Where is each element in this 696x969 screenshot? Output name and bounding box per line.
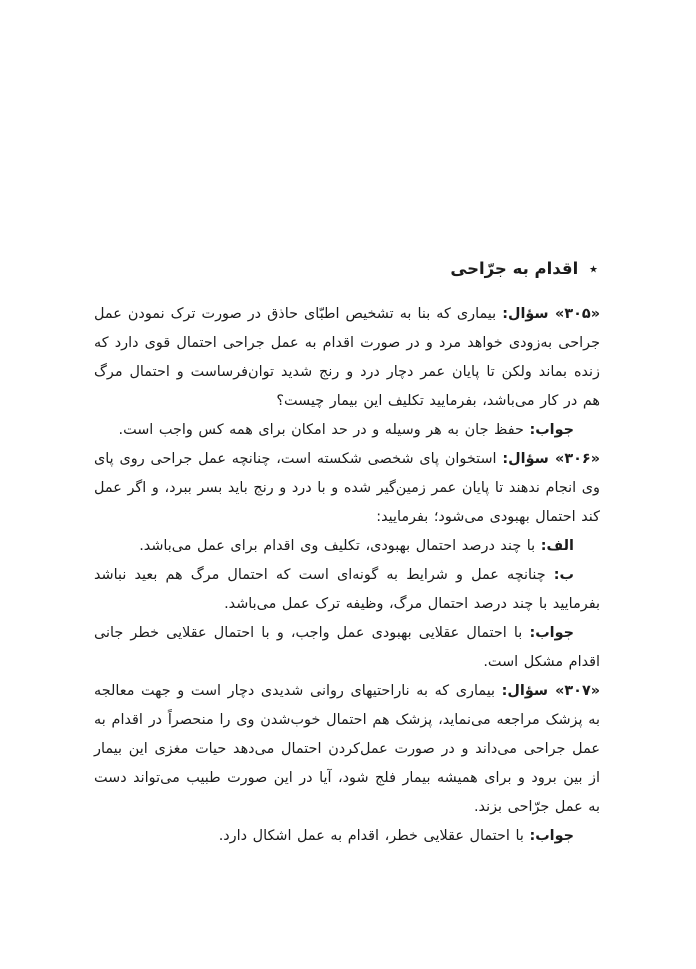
section-title-text: اقدام به جرّاحی (450, 259, 579, 278)
item-alef-text: با چند درصد احتمال بهبودی، تکلیف وی اقدام برای عمل می‌باشد. (139, 538, 536, 554)
answer-306-label: جواب: (529, 625, 574, 641)
item-be-text: چنانچه عمل و شرایط به گونه‌ای است که احتمال مرگ هم بعید نباشد بفرمایید با چند درصد احتمال مرگ، وظیفه ترک عمل می‌باشد. (94, 567, 600, 612)
answer-305-text: حفظ جان به هر وسیله و در حد امکان برای همه کس واجب است. (118, 422, 524, 438)
question-306 (94, 445, 600, 532)
answer-306 (94, 619, 600, 677)
question-306-text: استخوان پای شخصی شکسته است، چنانچه عمل جراحی روی پای وی انجام ندهند تا پایان عمر زمین‌گیر شده و با درد و رنج باید بسر ببرد، و اگر عمل کند احتمال بهبودی می‌شود؛ بفرمایید: (94, 451, 600, 525)
question-307-text: بیماری که به ناراحتیهای روانی شدیدی دچار است و جهت معالجه به پزشک مراجعه می‌نماید، پزشک هم احتمال خوب‌شدن وی را منحصراً در اقدام به عمل جراحی می‌داند و در صورت عمل‌کردن احتمال می‌دهد حیات مغزی این بیمار از بین برود و برای همیشه بیمار فلج شود، آیا در این صورت طبیب می‌تواند دست به عمل جرّاحی بزند. (94, 683, 600, 815)
answer-307-text: با احتمال عقلایی خطر، اقدام به عمل اشکال دارد. (218, 828, 524, 844)
question-306-item-alef (94, 532, 600, 561)
question-307 (94, 677, 600, 822)
asterisk-ornament-icon: ٭ (589, 259, 598, 278)
question-306-label: «۳۰۶» سؤال: (502, 451, 601, 467)
question-307-label: «۳۰۷» سؤال: (501, 683, 601, 699)
section-title (94, 256, 598, 282)
question-305-label: «۳۰۵» سؤال: (502, 306, 600, 322)
question-306-item-be (94, 561, 600, 619)
question-305-text: بیماری که بنا به تشخیص اطبّای حاذق در صورت ترک نمودن عمل جراحی به‌زودی خواهد مرد و در صورت اقدام به عمل جراحی احتمال قوی دارد که زنده بماند ولکن تا پایان عمر دچار درد و رنج شدید توان‌فرساست و احتمال مرگ هم در کار می‌باشد، بفرمایید تکلیف این بیمار چیست؟ (94, 306, 600, 409)
item-be-label: ب: (553, 567, 574, 583)
question-305 (94, 300, 600, 416)
answer-307-label: جواب: (529, 828, 574, 844)
answer-307 (94, 822, 600, 851)
answer-305 (94, 416, 600, 445)
answer-305-label: جواب: (529, 422, 574, 438)
item-alef-label: الف: (540, 538, 574, 554)
document-body (94, 300, 600, 851)
answer-306-text: با احتمال عقلایی بهبودی عمل واجب، و با احتمال عقلایی خطر جانی اقدام مشکل است. (94, 625, 600, 670)
